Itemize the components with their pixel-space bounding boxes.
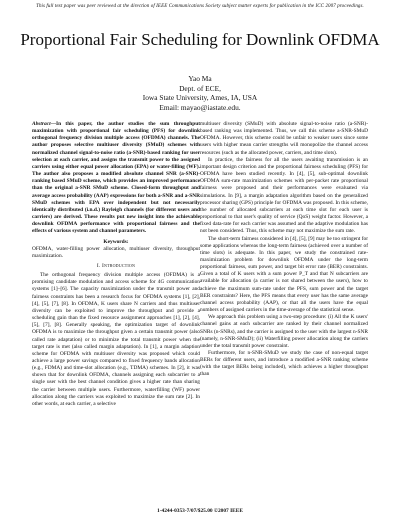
- author-block: [100, 74, 300, 112]
- abstract: [32, 121, 200, 236]
- keywords-heading: Keywords:: [103, 238, 129, 245]
- author-university: Iowa State University, Ames, IA, USA: [142, 93, 258, 103]
- body-paragraph: Furthermore, for n-SNR-SMuD we study the case of non-equal target BERs for different users, and introduce a modified a-SNR ranking scheme (with the target BERs being included), which achieves a higher throughput than: [200, 350, 368, 378]
- section-heading-introduction: I. Introduction: [96, 262, 136, 269]
- right-column: [200, 121, 368, 379]
- header-note: This full text paper was peer reviewed at the direction of IEEE Communications Society subject matter experts for publication in the ICC 2007 proceedings.: [36, 4, 364, 9]
- body-paragraph: We approach this problem using a two-step procedure: (i) All the K users' channel gains at each subcarrier are ranked by their channel normalized SNRs (n-SNRs), and the carrier is assigned to the user with the largest n-SNR (namely, n-SNR-SMuD); (ii) Waterfilling power allocation along the carriers under the total transmit power constraint.: [200, 314, 368, 349]
- keywords-text: OFDMA, water-filling power allocation, multiuser diversity, throughput maximization.: [32, 245, 200, 259]
- author-name: Yao Ma: [188, 74, 212, 83]
- paper-title: Proportional Fair Scheduling for Downlink OFDMA: [20, 30, 380, 49]
- intro-paragraph: The orthogonal frequency division multiple access (OFDMA) is a promising candidate modulation and access scheme for 4G communication systems [1]–[6]. The capacity maximization under the transmit power and fairness constraints has been a research focus for OFDMA systems [1], [2], [4], [5], [7], [8]. In OFDMA, K users share N carriers and thus multiuser diversity can be exploited to improve the throughput and provide a scheduling gain than the fixed resource assignment approaches [1], [2], [4], [5], [7], [8]. Generally speaking, the optimization target of downlink OFDMA is to maximize the throughput given a certain transmit power (also called rate adaptation) or to minimize the total transmit power when the target rate is met (also called margin adaptation). In [1], a margin adaption scheme for OFDMA with multiuser diversity was proposed which could achieve a large power savings compared to fixed frequency bands allocation (e.g., FDMA) and time-slot allocation (e.g., TDMA) schemes. In [2], it was shown that for downlink OFDMA, channels assigning each subcarrier to a single user with the best channel condition gives a higher rate than sharing the carrier between multiple users. Furthermore, waterfilling (WF) power allocation along the carriers was exploited to maximize the sum rate [2]. In other words, at each carrier, a selective: [32, 272, 200, 407]
- body-paragraph: multiuser diversity (SMuD) with absolute signal-to-noise ratio (a-SNR)-based ranking was implemented. Thus, we call this scheme a-SNR-SMuD OFDMA. However, this scheme could be unfair to weaker users since some users with higher mean carrier strengths will monopolize the channel access resources (such as the allocated power, carriers, and time slots).: [200, 121, 368, 156]
- left-column: [32, 121, 200, 408]
- abstract-dash: —: [50, 121, 56, 127]
- copyright-footer: 1-4244-0353-7/07/$25.00 ©2007 IEEE: [157, 508, 243, 514]
- body-paragraph: In practice, the fairness for all the users awaiting transmission is an important design criterion and the proportional fairness scheduling (PFS) for OFDMA have been studied recently. In [4], [5], sub-optimal downlink OFDMA sum-rate maximization schemes with per-packet rate proportional fairness were proposed and their performances were evaluated via simulations. In [9], a margin adaptation algorithm based on the generalized processor sharing (GPS) principle for OFDMA was proposed. In this scheme, the number of allocated subcarriers at each time slot for each user is proportional to that user's quality of service (QoS) weight factor. However, a fixed data-rate for each carrier was assumed and the adaptive modulation has not been considered. Thus, this scheme may not maximize the sum rate.: [200, 156, 368, 235]
- body-paragraph: The short-term fairness considered in [4], [5], [9] may be too stringent for some applications whereas the long-term fairness (achieved over a number of time slots) is adequate. In this paper, we study the constrained rate-maximization problem for downlink OFDMA under the long-term proportional fairness, sum power, and target bit error rate (BER) constraints. Given a total of K users with a sum power P_T and that N subcarriers are available for allocation (a carrier is not shared between the users), how to achieve the maximum sum-rate under the PFS, sum power and the target BER constraints? Here, the PFS means that every user has the same average channel access probability (AAP), or that all the users have the equal numbers of assigned carriers in the time-average of the statistical sense.: [200, 235, 368, 314]
- author-email: Email: mayao@iastate.edu.: [159, 102, 241, 112]
- abstract-text: In this paper, the author studies the sum throughput maximization with proportional fair scheduling (PFS) for downlink orthogonal frequency division multiple access (OFDMA) channels. The author proposes selective multiuser diversity (SMuD) schemes with normalized channel signal-to-noise ratio (a-SNR)-based ranking for user selection at each carrier, and assigns the transmit power to the assigned carriers using either equal power allocation (EPA) or water-filling (WF). The author also proposes a modified absolute channel SNR (a-SNR)-ranking based SMuD scheme, which provides an improved performance than the original a-SNR SMuD scheme. Closed-form throughput and average access probability (AAP) expressions for both a-SNR and a-SNR SMuD schemes with EPA over independent but not necessarily identically distributed (i.n.d.) Rayleigh channels (for different users and carriers) are derived. These results put new insight into the achievable downlink OFDMA performance with proportional fairness and the effects of various system and channel parameters.: [32, 121, 200, 235]
- author-dept: Dept. of ECE,: [179, 83, 221, 93]
- abstract-label: Abstract: [32, 121, 51, 127]
